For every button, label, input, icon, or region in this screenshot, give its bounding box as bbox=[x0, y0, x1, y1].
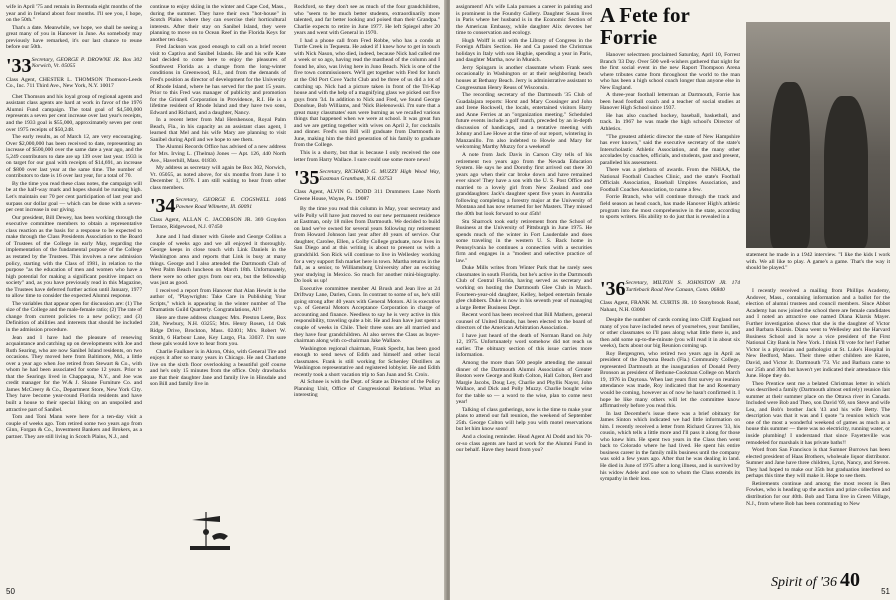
paragraph: And a closing reminder. Head Agent Al Dodd and his 70-or-so class agents are hard at work for the Alumni Fund in our behalf. Have they heard from you? bbox=[456, 434, 592, 454]
paragraph: Jean and I have had the pleasure of renewing acquaintance and catching up on developments with Joe and Ruth Searing, who are now Sanibel Island residents, on two occasions. They moved here from Baltimore, Md., a little over a year ago when Joe retired from Stewart & Co., with whom he had been associated for some 12 years. Prior to that the Searings lived in Chappaqua, N.Y., and Joe was credit manager for the W.& J. Sloane Furniture Co. and James McCreery & Co., Department Store, New York City. They have become year-round Florida residents and have built a house to their special liking on an unspoiled and attractive part of Sanibel. bbox=[6, 334, 142, 413]
paragraph: A three-year football letterman at Dartmouth, Forrie has been head football coach and a teacher of social studies at Hanover High School since 1937. bbox=[600, 92, 740, 112]
paragraph: The Alumni Records Office has advised of a new address for Mrs. Irving L. (Thelma) Jones — Apt. 126, 440 North Ave., Haverhill, Mass. 01830. bbox=[150, 144, 286, 164]
person-figure bbox=[824, 96, 868, 248]
paragraph: I received a report from Hanover that Alan Hewitt is the author of, "Playwrights: Take Care in Publishing Your Scripts," which is appearing in the winter number of The Dramatists Guild Quarterly. Congratulations, Al!! bbox=[150, 287, 286, 314]
paragraph: My address as secretary will again be Box 302, Norwich, Vt. 05055, as noted above, for six months from June 1 to December 1, 1976. I am still waiting to hear from other class members. bbox=[150, 165, 286, 191]
paragraph: The early results, as of March 12, are very encouraging. Over $2,000,000 has been received to date, representing an increase of $500,000 over the same date a year ago, and the 5,249 contributors to date are up 139 over last year. 1933 is on target for our goal with receipts of $14,691, an increase of $800 over last year at the same time. The number of contributors to date is 16 over last year, for a total of 70. bbox=[6, 134, 142, 180]
paragraph: Hugh Wolff is still with the Library of Congress in the Foreign Affairs Section. He and Ca passed the Christmas holidays in Italy with son Hughie, spending a year in Paris, and daughter Martha, now in Munich. bbox=[456, 37, 592, 64]
paragraph: Chet Thomson and his loyal group of regional agents and assistant class agents are hard at work in favor of the 1976 Alumni Fund campaign. The total goal of $4,500,000 represents a seven per cent increase over last year's receipts, and the 1933 goal is $55,000, approximately seven per cent over 1975 receipts of $50,248. bbox=[6, 93, 142, 133]
photo-caption: statement he made in a 1942 interview. "I like the kids I work with. We all like to play. A game's a game. That's the way it should be played." bbox=[746, 252, 890, 272]
right-column-3 bbox=[746, 288, 890, 574]
class-header-33 bbox=[6, 54, 142, 90]
page-number: 51 bbox=[881, 587, 890, 596]
paragraph: Among the more than 500 people attending the annual dinner of the Dartmouth Alumni Association of Greater Boston were George and Ruth Colton, Hall Colton, Bert and Margie Jacobs, Doug Ley, Charlie and Phyllis Nayor, John Wallace, and Dick and Polly Muzzy. Charlie bought wine for the table so — a word to the wise, plan to come next year! bbox=[456, 359, 592, 406]
paragraph: Despite the number of cards coming into Cliff England not many of you have included news of yourselves, your families, or other classmates so I'll pass along what little there is, and then add some up-to-the-minute (you will read it in about six weeks), facts about our big Reunion coming up. bbox=[600, 317, 740, 350]
paragraph: Executive committee member Al Brush and Jean live at 24 Driftway Lane, Darien, Conn. In contrast to some of us, he's still going strong after 40 years with General Motors. Al is executive v.p. of General Motors Acceptance Corporation in charge of accounting and finance. Needless to say he is very active in this responsibility, traveling quite a bit. He and Jean have just spent a couple of weeks in Chile. Their three sons are all married and they have four grandchildren. Al also serves the Class as buyer-chairman along with co-chairman Jake Wallace. bbox=[294, 285, 440, 345]
paragraph: Hanover selectmen proclaimed Saturday, April 10, Forrest Branch '33 Day. Over 500 well-wishers gathered that night for the first social event in the new Raport Thompson Arena where tributes came from throughout the world to the man who has been a high school coach longer than anyone else in New England. bbox=[600, 52, 740, 91]
class-year: '33 bbox=[6, 54, 32, 77]
left-column-1 bbox=[6, 4, 142, 592]
class-header-35 bbox=[294, 169, 440, 202]
paragraph: Theo Prentice sent me a belated Christmas letter in which was described a family (Dartmouth almost entirely) reunion last summer at their summer place on the Ottawa river in Canada. Included were Bob and Theo, son David '69, son Steve and wife Lea, and Bob's brother Jack '43 and his wife Betty. The description was that it was and I quote "a reunion which was one of the most a wonderful weekend of games as much as a house this summer — there was no electricity, running water, or inside plumbing! I understand that since Fayetteville was remodeled for marshals it has private baths!! bbox=[746, 380, 890, 446]
paragraph: Jerry Spingarn is another classmate whom Frank sees occasionally in Washington or at their neighboring beach houses at Bethany Beach. Jerry is administrative assistant to Congressman Henry Reuss of Wisconsin. bbox=[456, 64, 592, 91]
left-column-2 bbox=[150, 4, 286, 504]
class-header-34 bbox=[150, 197, 286, 230]
paragraph: A note from Jack Davis in Carson City tells of his retirement two years ago from the Nevada Education System. He says he and Dorothy first arrived out there 30 years ago when their car broke down and have remained ever since! They have a son with the U. S. Post Office and married to a lovely girl from New Zealand and one granddaughter. Jack's daughter spent five years in Australia following completing a forestry major at the University of Montana and has now returned for her Masters. They missed the 40th but look forward to our 45th! bbox=[456, 152, 592, 217]
weathervane-illustration bbox=[186, 506, 234, 552]
paragraph: That's a date. Meanwhile, we hope, we shall be seeing a great many of you in Hanover in June. As somebody may previously have remarked, it's our last chance to reune before our 50th. bbox=[6, 24, 142, 51]
paragraph: Charlie Faulkner is in Akron, Ohio, with General Tire and enjoys it after so many years in Chicago. He and Charlotte live on the sixth floor overlooking a beautiful golf course and he's only 15 minutes from the office. Only drawbacks are that their daughter Jane and family live in Hinsdale and son Bill and family live in bbox=[150, 348, 286, 388]
paragraph: Our president, Bill Dewey, has been working through the executive committee members to obtain a representative class reaction as the basis for a response to be expected to make through the Class Presidents Association to the Board of Trustees of the College in early May, regarding the implementation of the fundamental purpose of the College as restated by the Trustees. This involves a new admission policy, starting with the Class of 1981, in relation to the purpose "as the education of men and women who have a high potential for making a significant positive impact on society" and, as you have previously read in this Magazine, the Trustees have deferred further action until January, 1977 to allow time to consider the expected Alumni response. bbox=[6, 214, 142, 300]
paragraph: Al Schnee is with the Dept. of State as Director of the Policy Planning Unit, Office of Congressional Relations. What an interesting bbox=[294, 379, 440, 399]
right-page bbox=[450, 0, 896, 600]
class-secretary: Secretary, GEORGE E. COGSWELL 1046 Pawnee Road Wilmette, Ill. 60091 bbox=[175, 197, 286, 210]
class-agent: Class Agent, ALLAN C. JACOBSON JR. 369 Graydon Terrace, Ridgewood, N.J. 07450 bbox=[150, 217, 286, 230]
paragraph: I recently received a mailing from Phillips Academy, Andover, Mass., containing information and a ballot for the election of alumni trustees and council members. Since Abbot Academy has now joined the school there are female candidates and I noted an attractive one named Diana Klarsis Mayer. Further investigation shows that she is the daughter of Victor and Barbara Klarsis. Diana went to Wellesley and the Harvard Business School and is now a vice president of the First National City Bank in New York. I think I'll vote for her! Father Victor is a physician and pathologist at St. Luke's Hospital in New Bedford, Mass. Their three other children are Karen, David, and Victor Jr. Dartmouth '73. Vic and Barbara came to our 25th and 30th but haven't yet indicated their attendance this June. Hope they do. bbox=[746, 288, 890, 380]
paragraph: This is a shorty, but that is because I only received the one letter from Harry Wallace. I sure could use some more news! bbox=[294, 150, 440, 163]
paragraph: I have just heard of the death of Norman Rand on July 12, 1975. Unfortunately word somehow did not reach us earlier. The obituary section of this issue carries more information. bbox=[456, 332, 592, 359]
class-agent: Class Agent, ALVIN G. DODD 311 Drummers Lane North Greene House, Wayne, Pa. 19087 bbox=[294, 189, 440, 202]
class-agent: Class Agent, FRANK M. CURTIS JR. 10 Stonybrook Road, Nahant, N.H. 03060 bbox=[600, 300, 740, 313]
logo-text: Spirit of '36 bbox=[770, 575, 837, 590]
paragraph: Stu Sharrock took early retirement from the School of Business at the University of Pittsburgh in June 1975. He spends much of the winter in Fort Lauderdale and does some traveling in the western U. S. Back home in Pennsylvania he continues a connection with a securities firm and engages in a "modest and selective practice of law." bbox=[456, 218, 592, 264]
forrie-photo bbox=[746, 22, 890, 248]
class-header-36 bbox=[600, 280, 740, 313]
person-figure bbox=[770, 82, 810, 248]
paragraph: By the time you read these class notes, the campaign will be at the half-way mark and hopes should be running high. Let's maintain our 70 per cent participation of last year and surpass our dollar goal — which can be done with a seven-per cent increase in our giving. bbox=[6, 180, 142, 214]
class-year: '35 bbox=[294, 167, 320, 190]
class-secretary: Secretary, RICHARD G. MUZZY High Wood Way, Eastman Grantham, N.H. 03753 bbox=[319, 169, 440, 182]
spirit-of-36-logo bbox=[771, 569, 860, 592]
paragraph: The variables that appear open for discussion are: (1) The size of the College and the male-female ratio; (2) The rate of change from current policies to a new policy; and (3) Definition of abilities and interests that should be included in the admission procedure. bbox=[6, 300, 142, 333]
paragraph: Fred Jackson was good enough to call on a brief recent visit to Captiva and Sanibel Islands. He and his wife Kate had decided to come here to enjoy the pleasures of Southwest Florida as a change from the long-winter conditions in Greenwood, R.I., and from the demands of Fred's position as director of development for the University of Rhode Island, where he has served for the past 15 years. Prior to this Fred was manager of publicity and promotion for the Grinnell Corporation in Providence, R.I. He is a lifetime resident of Rhode Island and they have two sons, Edward and Richard, and a daughter, Nancy. bbox=[150, 44, 286, 116]
article-title: A Fete for Forrie bbox=[600, 4, 690, 49]
right-column-2-class-notes bbox=[600, 280, 740, 576]
paragraph: Duke Mills writes from Winter Park that he rarely sees classmates in south Florida, but he's active in the Dartmouth Club of Central Florida, having served as secretary and working on hosting the Dartmouth Glee Club in March. Fourteen-year-old daughter, Kelley, helped entertain female glee clubbers. Duke is now in his seventh year of managing a large Better Business Dept. bbox=[456, 265, 592, 311]
paragraph: wife in April '75 and remain in Bermuda eight months of the year and in Ireland about four months. I'll see you, I hope, on the 50th." bbox=[6, 4, 142, 24]
paragraph: continue to enjoy skiing in the winter and Cape Cod, Mass., during the summer. They have their own "hot-house" in Scotch Plains where they can exercise their horticultural interests. After their stay on Sanibel Island, they were planning to move on to Ocean Reef in the Florida Keys for another ten days. bbox=[150, 4, 286, 43]
paragraph: "The greatest athletic director the state of New Hampshire has ever known," said the executive secretary of the state's Interscholastic Athletic Association, and the many other accolades by coaches, officials, and students, past and present, paralleled his assessment. bbox=[600, 133, 740, 166]
logo-number: 40 bbox=[840, 569, 860, 591]
paragraph: Retirements continue and among the most recent is Ben Fowkes, who is heading up the auction and prize collection and distribution for our 40th. Bob and Tama live in Green Village, N.J., from where Bob has been commuting to New bbox=[746, 480, 890, 507]
left-column-3 bbox=[294, 4, 440, 592]
class-secretary: Secretary, GEORGE P. DROWNE JR. Box 302 Norwich, Vt. 05055 bbox=[31, 56, 142, 70]
paragraph: Recent word has been received that Bill Mathers, general counsel of United Brands, has been elected to the board of directors of the American Arbitration Association. bbox=[456, 312, 592, 332]
right-column-2-article bbox=[600, 4, 740, 266]
paragraph: Tom and Toni Mann were here for a ten-day visit a couple of weeks ago. Tom retired some two years ago from Ginn, Forgan & Co., Investment Bankers and Brokers, as a partner. They are still living in Scotch Plains, N.J., and bbox=[6, 414, 142, 440]
paragraph: Roy Bergengren, who retired two years ago in April as president of the Daytona Beach (Fla.) Community College, represented Dartmouth at the inauguration of Donald Perry Bronson as president of Bethune-Cookman College on March 19, 1976 in Daytona. When last years first survey on reunion attendance was made, Roy indicated that he and Rosemary would be coming, however as of now he hasn't confirmed it. I hope he like many others will let the committee know affirmatively before you read this. bbox=[600, 350, 740, 410]
left-page bbox=[0, 0, 446, 600]
page-number: 50 bbox=[6, 587, 15, 596]
class-year: '34 bbox=[150, 195, 176, 218]
paragraph: Word from San Francisco is that Sumner Burrows has been elected president of Haas Brothers, wholesale liquor distributor. Sumner and Jane have three children, Lynn, Nancy, and Steven. They had hoped to make our 35th but graduation interfered so perhaps this time they will make it. Hope to see them. bbox=[746, 447, 890, 480]
paragraph: By the time you read this column in May, your secretary and wife Polly will have just moved to our new permanent residence at Eastman, only 18 miles from Dartmouth. We decided to build on land we've owned for several years following my retirement from Howard Johnson last year after 40 years of service. Our daughter, Carolee, Ellen, a Colby College graduate, now lives in San Diego and at this writing is about to present us with a grandchild. Son Rick will continue to live in Wellesley working for a very support fish market here in town. Martha returns in the fall, as a senior, to Williamsburg University after an exciting year studying in Mexico. So much for another mini-biography. Do look us up! bbox=[294, 206, 440, 285]
class-secretary: Secretary, MILTON S. JOHNSTON JR. 174 Turtleback Road New Canaan, Conn. 06840 bbox=[625, 280, 740, 293]
class-agent: Class Agent, CHESTER L. THOMSON Thomson-Leeds Co., Inc. 711 Third Ave., New York, N.Y. 10017 bbox=[6, 76, 142, 90]
paragraph: In a recent letter from Mal Hershenson, Royal Palm Beach, Fla., in his capacity as an assistant class agent, I learned that Mel and his wife Mary are planning to visit Sanibel during April and we hope to see them. bbox=[150, 117, 286, 143]
paragraph: Talking of class gatherings, now is the time to make your plans to attend our fall reunion, the weekend of September 25th. George Colton will help you with motel reservations but let him know soon! bbox=[456, 406, 592, 433]
paragraph: June and I had dinner with Gisele and George Collins a couple of weeks ago and we all enjoyed it thoroughly. George keeps in close touch with Link Daniels in the Washington area and reports that Link is busy at many things. George and I also attended the Dartmouth Club of West Palm Beach luncheon on March 18th. Unfortunately, there were no other guys from our era, but the fellowship was just as good. bbox=[150, 234, 286, 287]
paragraph: Here are three address changes: Mrs. Preston Leete, Box 238, Newbury, N.H. 03255; Mrs. Henry Rosen, 14 Oak Ridge Drive, Brockton, Mass. 02401; Mrs. Robert W. Smith, 6 Harbour Lane, Key Largo, Fla. 33037. I'm sure these gals would love to hear from you. bbox=[150, 314, 286, 348]
paragraph: There was a plethora of awards. From the NHIAA, the National Football Coaches Clinic, and the state's Football Officials Association, Baseball Umpires Association, and Football Coaches Association, to name a few. bbox=[600, 167, 740, 193]
paragraph: I had a phone call from Fred Robbe, who has a condo at Turtle Creek in Tequesta. He asked if I knew how to get in touch with Nick Nason, who died, indeed, because Nick had called me a week or so ago, having read the masthead of the column and I found he, also, was living here in Juno Beach. Nick is one of the five town commissioners. We'll get together with Fred for lunch at the Old Port Cove Yacht Club and be three of us did a lot of catching up. Nick had a picture taken in front of the Tri-Kap house and with the help of a magnifying glass we picked out five guys from '34. In addition to Nick and Fred, we found George Donohue, Bob Williams, and 'Nick Bielenowski. I'm sure that a great many classmates' ears were burning as we recalled various things that happened when we were at school. It was great fun and we are getting together with wives on April 2, for cocktails and dinner. Fred's son Bill will graduate from Dartmouth in June, making him the third generation of his family to graduate from the College. bbox=[294, 37, 440, 149]
paragraph: The recording secretary of the Dartmouth '35 Club of Guadalajara reports: Horst and Mary Cousinger and John and Irene Rockwell, the locals, entertained visitors Harry and Anne Ferries at an "organization meeting." Scheduled future events include a golf match, preceded by an in-depth discussion of handicaps, and a tentative meeting with Johnny and Lee Howe at the time of our report, wintering in Manzanillo. I'm also indebted to Howie and Mary for welcoming Marthy Muzzy for a weekend! bbox=[456, 92, 592, 151]
paragraph: He has also coached hockey, baseball, basketball, and track. In 1967 he was made the high school's Director of Athletics. bbox=[600, 112, 740, 133]
paragraph: In last December's issue there was a brief obituary for James Sinton which indicated we had little information on him. I recently received a letter from Richard Graves '33, his cousin, which tells a little more and I'll pass it along for those who knew him. He spent two years in the Class then went back to Colorado where he had lived. He spent his entire business career in the family mills business until the company was sold a few years ago. After that he was dealing in land. He died in June of 1975 after a long illness, and is survived by his widow Adele and one son to whom the Class extends its sympathy in their loss. bbox=[600, 410, 740, 483]
paragraph: Washington regional chairman, Frank Specht, has been good enough to send news of Edith and himself and other local classmates. Frank is still working for Schenley Distillers as Washington representative and registered lobbyist. He and Edith recently took a short vacation trip to San Juan and St. Croix. bbox=[294, 345, 440, 378]
class-year: '36 bbox=[600, 280, 626, 300]
paragraph: assignment! Al's wife Lala pursues a career in painting and is prominent in the Foundry Gallery. Daughter Susan lives in Paris where her husband is in the Economic Section of the American Embassy, while daughter Alix devotes her time to conservation and ecology. bbox=[456, 4, 592, 37]
right-column-1 bbox=[456, 4, 592, 592]
paragraph: Rockford, so they don't see as much of the four grandchildren, who "seem to be much better students, extraordinarily more talented, and far better looking and poised than their Grandpa." Charlie expects to retire in June 1977. He left Spiegel after 20 years and went with General in 1970. bbox=[294, 4, 440, 37]
paragraph: Forrie Branch, who will continue through the track and field season as head coach, has made Hanover High's athletic program into the most comprehensive in the state, according to sports writers. His ability to do just that is revealed in a bbox=[600, 194, 740, 221]
